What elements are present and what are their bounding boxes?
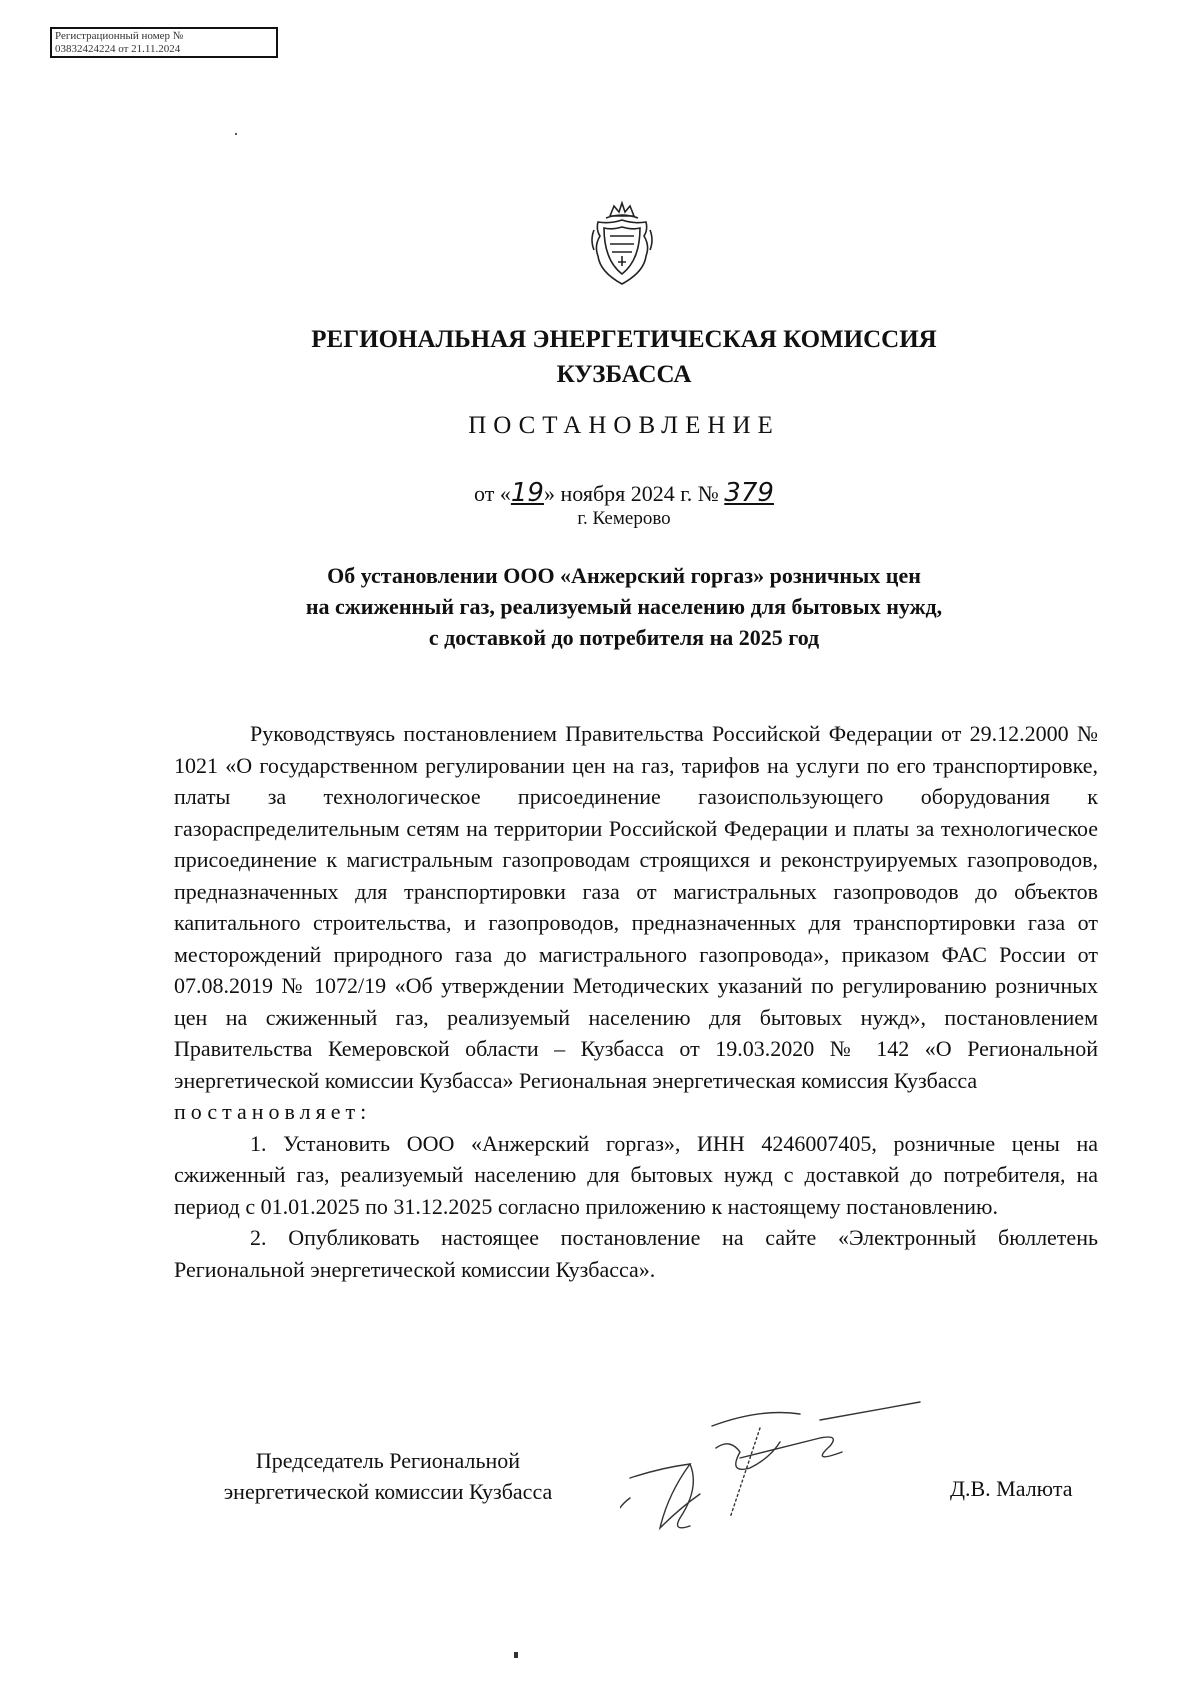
- document-body: [174, 718, 1098, 1285]
- document-date-line: [360, 478, 888, 509]
- document-city: г. Кемерово: [577, 508, 671, 529]
- organization-title-line-1: РЕГИОНАЛЬНАЯ ЭНЕРГЕТИЧЕСКАЯ КОМИССИЯ: [311, 326, 937, 353]
- subject-line-2: на сжиженный газ, реализуемый населению для бытовых нужд,: [305, 594, 943, 619]
- signatory-title-line-1: Председатель Региональной: [255, 1448, 521, 1473]
- signatory-title: [178, 1445, 598, 1507]
- scan-speck: [235, 133, 237, 135]
- document-number: 379: [724, 478, 774, 508]
- registration-line-2: 03832424224 от 21.11.2024: [55, 43, 181, 55]
- subject-line-3: с доставкой до потребителя на 2025 год: [428, 625, 820, 650]
- document-type: ПОСТАНОВЛЕНИЕ: [468, 412, 780, 439]
- document-subject: [200, 560, 1048, 653]
- organization-title-line-2: КУЗБАССА: [556, 361, 692, 388]
- date-suffix: » ноября 2024 г. №: [543, 481, 719, 506]
- date-day: 19: [510, 478, 544, 508]
- registration-line-1: Регистрационный номер №: [55, 30, 184, 42]
- organization-title: [200, 322, 1048, 392]
- scan-mark: [514, 1652, 518, 1658]
- resolves-word: постановляет:: [174, 1099, 372, 1124]
- date-prefix: от «: [474, 481, 511, 506]
- registration-stamp: [50, 27, 278, 58]
- preamble-paragraph: Руководствуясь постановлением Правительства Российской Федерации от 29.12.2000 № 1021 «О государственном регулировании цен на газ, тарифов на услуги по его транспортировке, платы за технологическое присоединение газоиспользующего оборудования к газораспределительным сетям на территории Российской Федерации и платы за технологическое присоединение к магистральным газопроводам строящихся и реконструируемых газопроводов, предназначенных для транспортировки газа от магистральных газопроводов до объектов капитального строительства, и газопроводов, предназначенных для транспортировки газа от месторождений природного газа до магистрального газопровода», приказом ФАС России от 07.08.2019 № 1072/19 «Об утверждении Методических указаний по регулированию розничных цен на сжиженный газ, реализуемый населению для бытовых нужд», постановлением Правительства Кемеровской области – Кузбасса от 19.03.2020 № 142 «О Региональной энергетической комиссии Кузбасса» Региональная энергетическая комиссия Кузбасса: [174, 721, 1098, 1093]
- signatory-name: Д.В. Малюта: [950, 1476, 1073, 1501]
- resolution-item-1: 1. Установить ООО «Анжерский горгаз», ИНН 4246007405, розничные цены на сжиженный газ, реализуемый населению для бытовых нужд с доставкой до потребителя, на период с 01.01.2025 по 31.12.2025 согласно приложению к настоящему постановлению.: [174, 1130, 1098, 1219]
- coat-of-arms-icon: [588, 200, 656, 292]
- subject-line-1: Об установлении ООО «Анжерский горгаз» розничных цен: [327, 563, 921, 588]
- handwritten-signature: [620, 1398, 960, 1538]
- resolution-item-2: 2. Опубликовать настоящее постановление на сайте «Электронный бюллетень Региональной энергетической комиссии Кузбасса».: [174, 1225, 1098, 1282]
- signatory-title-line-2: энергетической комиссии Кузбасса: [223, 1479, 553, 1504]
